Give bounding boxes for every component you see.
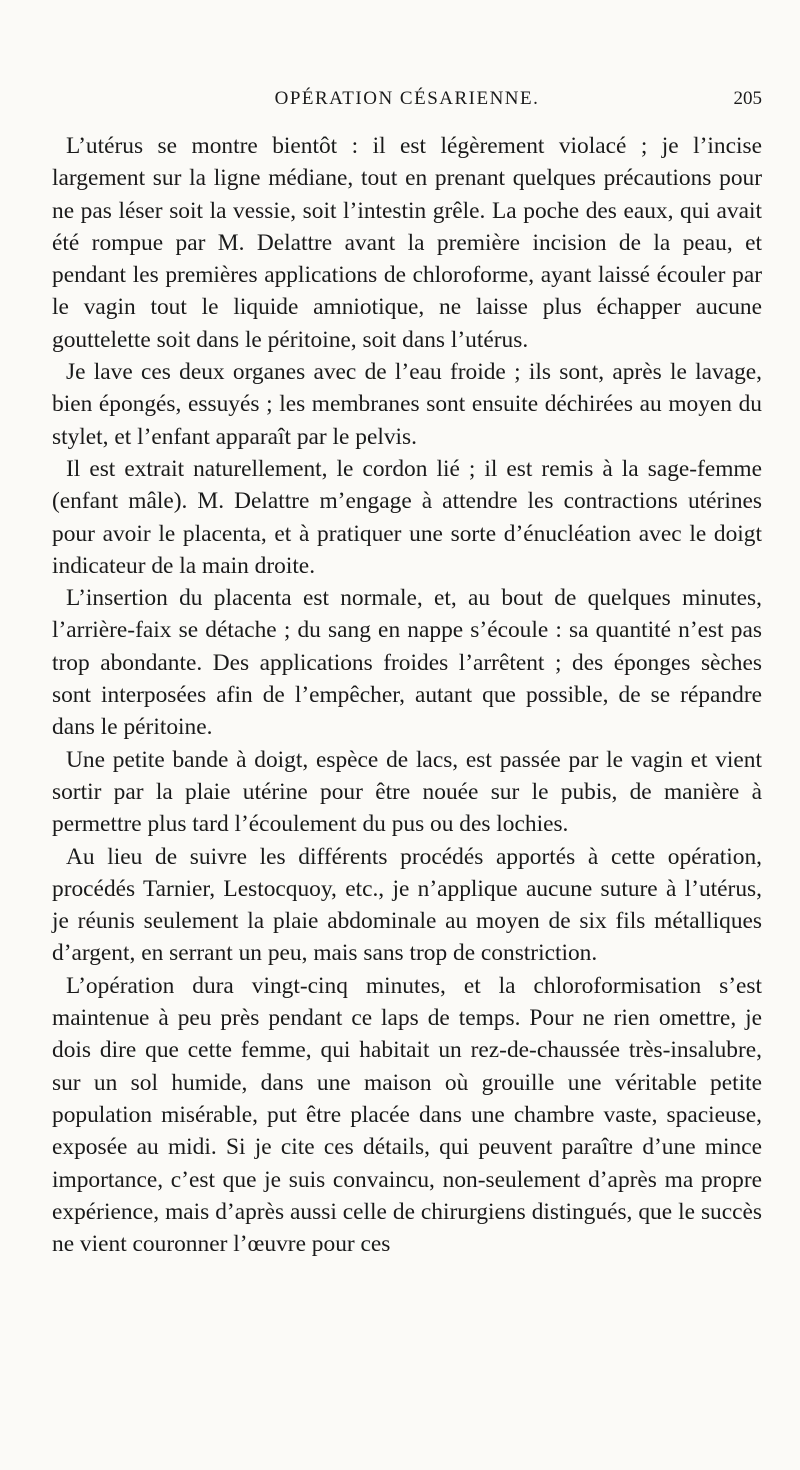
running-title: OPÉRATION CÉSARIENNE. xyxy=(274,88,540,109)
paragraph-7-text: L’opération dura vingt-cinq minutes, et la chloroformisation s’est maintenue à peu près pendant ce laps de temps. Pour ne rien omettre, je dois dire que cette femme, qui habitait un rez-de-chaussée très-insalubre, sur un sol humide, dans une maison où grouille une véritable petite population misérable, put être placée dans une chambre vaste, spacieuse, exposée au midi. Si je cite ces détails, qui peuvent paraître d’une mince importance, c’est que je suis convaincu, non-seulement d’après ma propre expérience, mais d’après aussi celle de chirurgiens distingués, que le succès ne vient couronner l’œuvre pour ces xyxy=(52,972,762,1258)
paragraph-3 xyxy=(52,453,762,582)
paragraph-3-text: Il est extrait naturellement, le cordon lié ; il est remis à la sage-femme (enfant mâle). M. Delattre m’engage à attendre les contractions utérines pour avoir le placenta, et à pratiquer une sorte d’énucléation avec le doigt indicateur de la main droite. xyxy=(52,455,762,579)
page-header xyxy=(52,88,762,118)
paragraph-4-text: L’insertion du placenta est normale, et, au bout de quelques minutes, l’arrière-faix se détache ; du sang en nappe s’écoule : sa quantité n’est pas trop abondante. Des applications froides l’arrêtent ; des éponges sèches sont interposées afin de l’empêcher, autant que possible, de se répandre dans le péritoine. xyxy=(52,585,762,741)
paragraph-1-text: L’utérus se montre bientôt : il est légèrement violacé ; je l’incise largement sur la ligne médiane, tout en prenant quelques précautions pour ne pas léser soit la vessie, soit l’intestin grêle. La poche des eaux, qui avait été rompue par M. Delattre avant la première incision de la peau, et pendant les premières applications de chloroforme, ayant laissé écouler par le vagin tout le liquide amniotique, ne laisse plus échapper aucune gouttelette soit dans le péritoine, soit dans l’utérus. xyxy=(52,133,762,353)
paragraph-2 xyxy=(52,356,762,453)
paragraph-6 xyxy=(52,841,762,970)
paragraph-2-text: Je lave ces deux organes avec de l’eau froide ; ils sont, après le lavage, bien épongés, essuyés ; les membranes sont ensuite déchirées au moyen du stylet, et l’enfant apparaît par le pelvis. xyxy=(52,359,762,450)
paragraph-6-text: Au lieu de suivre les différents procédés apportés à cette opération, procédés Tarnier, Lestocquoy, etc., je n’applique aucune suture à l’utérus, je réunis seulement la plaie abdominale au moyen de six fils métalliques d’argent, en serrant un peu, mais sans trop de constriction. xyxy=(52,843,762,967)
paragraph-5 xyxy=(52,744,762,841)
paragraph-5-text: Une petite bande à doigt, espèce de lacs, est passée par le vagin et vient sortir par la plaie utérine pour être nouée sur le pubis, de manière à permettre plus tard l’écoulement du pus ou des lochies. xyxy=(52,746,762,838)
paragraph-4 xyxy=(52,582,762,743)
page-number: 205 xyxy=(733,88,762,109)
paragraph-1 xyxy=(52,130,762,356)
paragraph-7 xyxy=(52,970,762,1261)
body-text xyxy=(52,130,762,1260)
